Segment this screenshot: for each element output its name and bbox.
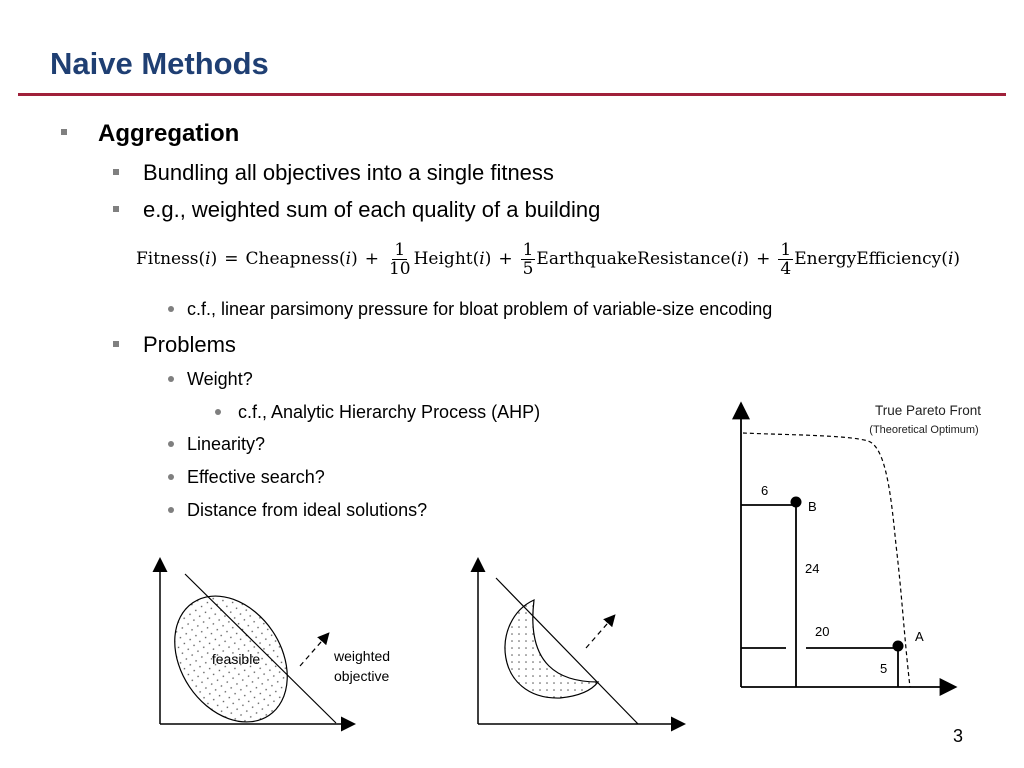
- label-5: 5: [880, 661, 888, 676]
- formula-var: i: [479, 249, 485, 269]
- bullet-problems: Problems: [143, 332, 236, 357]
- formula-equals: =: [224, 249, 239, 269]
- formula-cheapness: Cheapness: [245, 249, 339, 269]
- feasible-label: feasible: [211, 651, 261, 667]
- formula-plus: +: [364, 249, 379, 269]
- formula-energy: EnergyEfficiency: [794, 249, 942, 269]
- formula-plus: +: [498, 249, 513, 269]
- fitness-formula: Fitness ( i ) = Cheapness ( i ) + $\frac{1}{10}$ Height ( i ) + $\frac{1}{5}$ EarthquakeResistance ( i ) + $\frac{1}{4}$ EnergyEfficiency ( i ): [136, 239, 961, 279]
- fraction-denominator: 5: [522, 258, 534, 279]
- label-a: A: [915, 629, 924, 644]
- fraction-numerator: 1: [394, 239, 406, 260]
- fraction-denominator: 10: [388, 258, 411, 279]
- slide-title: Naive Methods: [50, 46, 269, 81]
- bullet-bundling: Bundling all objectives into a single fitness: [143, 160, 554, 185]
- formula-earthquake: EarthquakeResistance: [536, 249, 731, 269]
- fraction-numerator: 1: [780, 239, 792, 260]
- label-6: 6: [761, 483, 769, 498]
- objective-direction-arrow: [300, 634, 328, 666]
- formula-plus: +: [756, 249, 771, 269]
- bullet-dot: [168, 306, 174, 312]
- bullet-cf-parsimony: c.f., linear parsimony pressure for bloat problem of variable-size encoding: [187, 299, 773, 319]
- formula-var: i: [205, 249, 211, 269]
- formula-var: i: [737, 249, 743, 269]
- bullet-weighted-sum: e.g., weighted sum of each quality of a building: [143, 197, 601, 222]
- point-b: [791, 497, 802, 508]
- bullet-dot: [168, 441, 174, 447]
- bullet-effective-search: Effective search?: [187, 467, 325, 487]
- label-20: 20: [815, 624, 830, 639]
- formula-height: Height: [413, 249, 473, 269]
- bullet-distance: Distance from ideal solutions?: [187, 500, 428, 520]
- formula-var: i: [345, 249, 352, 269]
- objective-direction-arrow: [586, 616, 614, 648]
- point-a: [893, 641, 904, 652]
- fraction-denominator: 4: [780, 258, 792, 279]
- bullet-dot: [168, 507, 174, 513]
- bullet-linearity: Linearity?: [187, 434, 266, 454]
- convex-feasible-diagram: [150, 548, 420, 733]
- label-b: B: [808, 499, 817, 514]
- formula-fitness: Fitness: [136, 249, 199, 269]
- pareto-subtitle: (Theoretical Optimum): [869, 424, 979, 436]
- objective-label: objective: [334, 668, 390, 684]
- bullet-weight: Weight?: [187, 369, 253, 389]
- bullet-marker: [113, 206, 119, 212]
- fraction-energy: [778, 241, 793, 278]
- bullet-aggregation: Aggregation: [98, 120, 240, 147]
- formula-var: i: [947, 249, 954, 269]
- fraction-numerator: 1: [522, 239, 534, 260]
- bullet-dot: [168, 376, 174, 382]
- pareto-front-curve: [743, 433, 910, 687]
- crescent-feasible-region: [505, 600, 598, 698]
- bullet-dot: [168, 474, 174, 480]
- fraction-earthquake: [521, 241, 536, 278]
- weighted-label: weighted: [334, 648, 391, 664]
- label-24: 24: [805, 561, 820, 576]
- pareto-title: True Pareto Front: [874, 403, 982, 418]
- fraction-height: [387, 241, 413, 278]
- bullet-cf-ahp: c.f., Analytic Hierarchy Process (AHP): [238, 402, 541, 422]
- title-divider: [18, 93, 1006, 96]
- bullet-marker: [113, 169, 119, 175]
- page-number: 3: [953, 726, 964, 746]
- nonconvex-feasible-diagram: [468, 548, 693, 733]
- pareto-front-diagram: [728, 395, 1008, 697]
- bullet-dot: [215, 409, 221, 415]
- bullet-marker: [113, 341, 119, 347]
- bullet-marker: [61, 129, 67, 135]
